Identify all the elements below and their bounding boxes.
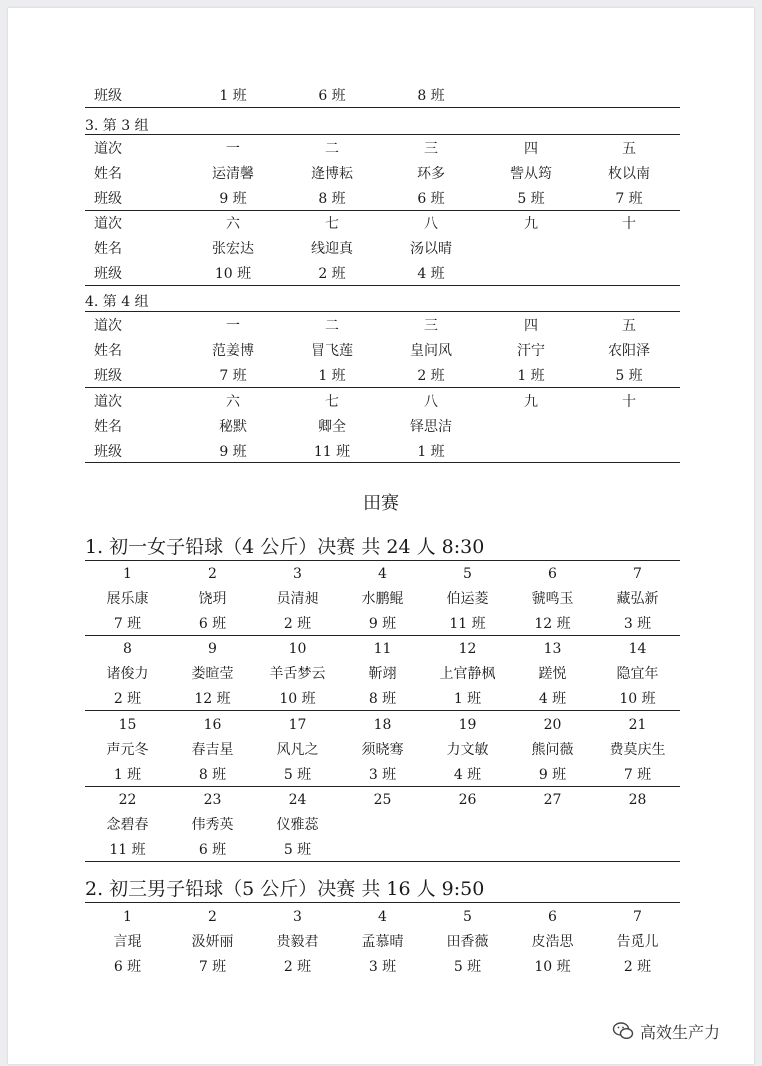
watermark <box>612 1018 720 1044</box>
group-title: 3. 第 3 组 <box>85 118 149 134</box>
grid-cell: 伯运菱 <box>446 591 489 607</box>
grid-cell: 6 班 <box>198 616 227 632</box>
table-cell: 秘默 <box>219 419 247 435</box>
grid-cell: 1 班 <box>453 691 482 707</box>
grid-cell: 25 <box>373 792 392 808</box>
grid-cell: 9 班 <box>538 767 567 783</box>
grid-cell: 员清昶 <box>276 591 319 607</box>
table-cell: 运清馨 <box>212 166 254 182</box>
table-cell: 2 班 <box>417 368 445 384</box>
grid-cell: 3 班 <box>368 767 397 783</box>
grid-cell: 10 <box>288 641 307 657</box>
grid-cell: 20 <box>543 717 562 733</box>
table-cell: 6 班 <box>318 88 346 104</box>
grid-cell: 声元冬 <box>106 742 149 758</box>
grid-cell: 力文敏 <box>446 742 489 758</box>
class-row <box>85 440 680 465</box>
grid-cell: 9 <box>208 641 217 657</box>
grid-cell: 11 <box>373 641 392 657</box>
grid-cell: 8 班 <box>368 691 397 707</box>
grid-cell: 12 <box>458 641 477 657</box>
grid-cell: 3 班 <box>623 616 652 632</box>
grid-cell: 24 <box>288 792 307 808</box>
grid-cell: 5 班 <box>453 959 482 975</box>
table-cell: 8 班 <box>417 88 445 104</box>
event-title: 1. 初一女子铅球（4 公斤）决赛 共 24 人 8:30 <box>85 536 485 558</box>
watermark-text: 高效生产力 <box>640 1022 721 1042</box>
grid-cell: 仪雅蕊 <box>276 817 319 833</box>
grid-cell: 隐宜年 <box>616 666 659 682</box>
row-label: 姓名 <box>94 241 122 257</box>
table-cell: 7 班 <box>615 191 643 207</box>
grid-cell: 5 <box>463 566 472 582</box>
grid-cell: 风凡之 <box>276 742 319 758</box>
wechat-icon <box>612 1021 634 1041</box>
grid-cell: 汲妍丽 <box>191 934 234 950</box>
table-cell: 七 <box>325 216 339 232</box>
grid-cell: 2 <box>208 909 217 925</box>
grid-cell: 展乐康 <box>106 591 149 607</box>
grid-cell: 14 <box>628 641 647 657</box>
group2-class-row <box>85 84 680 109</box>
row-label: 姓名 <box>94 419 122 435</box>
number-row <box>85 637 680 662</box>
grid-cell: 5 班 <box>283 842 312 858</box>
table-cell: 汗宁 <box>517 343 545 359</box>
table-cell: 2 班 <box>318 266 346 282</box>
table-cell: 线迎真 <box>311 241 353 257</box>
grid-cell: 6 <box>548 909 557 925</box>
name-row <box>85 662 680 687</box>
grid-cell: 4 <box>378 909 387 925</box>
table-cell: 9 班 <box>219 191 247 207</box>
table-cell: 三 <box>424 318 438 334</box>
grid-cell: 2 班 <box>283 616 312 632</box>
row-label: 姓名 <box>94 166 122 182</box>
grid-cell: 8 班 <box>198 767 227 783</box>
class-row <box>85 687 680 712</box>
table-cell: 一 <box>226 318 240 334</box>
name-row <box>85 930 680 955</box>
section-title: 田赛 <box>363 493 399 514</box>
row-label: 道次 <box>94 216 122 232</box>
grid-cell: 费莫庆生 <box>609 742 666 758</box>
grid-cell: 11 班 <box>109 842 146 858</box>
class-row <box>85 838 680 863</box>
grid-cell: 7 班 <box>113 616 142 632</box>
table-cell: 铎思洁 <box>410 419 452 435</box>
grid-cell: 5 班 <box>283 767 312 783</box>
divider-line <box>85 560 680 561</box>
table-cell: 二 <box>325 141 339 157</box>
grid-cell: 10 班 <box>279 691 316 707</box>
grid-cell: 上官静枫 <box>439 666 496 682</box>
grid-cell: 3 <box>293 909 302 925</box>
lane-row <box>85 137 680 162</box>
grid-cell: 熊问薇 <box>531 742 574 758</box>
grid-cell: 1 <box>123 909 132 925</box>
grid-cell: 2 <box>208 566 217 582</box>
table-cell: 二 <box>325 318 339 334</box>
table-cell: 5 班 <box>517 191 545 207</box>
row-label: 班级 <box>94 444 122 460</box>
grid-cell: 16 <box>203 717 222 733</box>
table-cell: 七 <box>325 394 339 410</box>
grid-cell: 19 <box>458 717 477 733</box>
name-row <box>85 415 680 440</box>
number-row <box>85 562 680 587</box>
grid-cell: 21 <box>628 717 647 733</box>
grid-cell: 23 <box>203 792 222 808</box>
table-cell: 1 班 <box>318 368 346 384</box>
lane-row <box>85 212 680 237</box>
name-row <box>85 813 680 838</box>
table-cell: 农阳泽 <box>608 343 650 359</box>
grid-cell: 诸俊力 <box>106 666 149 682</box>
row-label: 班级 <box>94 368 122 384</box>
grid-cell: 3 班 <box>368 959 397 975</box>
grid-cell: 7 班 <box>623 767 652 783</box>
grid-cell: 春吉星 <box>191 742 234 758</box>
grid-cell: 4 班 <box>538 691 567 707</box>
table-cell: 八 <box>424 394 438 410</box>
grid-cell: 伟秀英 <box>191 817 234 833</box>
table-cell: 11 班 <box>313 444 351 460</box>
class-row <box>85 955 680 980</box>
table-cell: 范姜博 <box>212 343 254 359</box>
class-row <box>85 612 680 637</box>
row-label: 道次 <box>94 318 122 334</box>
grid-cell: 告觅儿 <box>616 934 659 950</box>
row-label: 班级 <box>94 266 122 282</box>
name-row <box>85 339 680 364</box>
table-cell: 十 <box>622 216 636 232</box>
table-cell: 卿全 <box>318 419 346 435</box>
grid-cell: 5 <box>463 909 472 925</box>
table-cell: 1 班 <box>219 88 247 104</box>
grid-cell: 2 班 <box>113 691 142 707</box>
grid-cell: 6 <box>548 566 557 582</box>
class-row <box>85 262 680 287</box>
table-cell: 九 <box>524 216 538 232</box>
table-cell: 一 <box>226 141 240 157</box>
table-cell: 张宏达 <box>212 241 254 257</box>
grid-cell: 18 <box>373 717 392 733</box>
table-cell: 1 班 <box>417 444 445 460</box>
grid-cell: 虢鸣玉 <box>531 591 574 607</box>
grid-cell: 13 <box>543 641 562 657</box>
table-cell: 4 班 <box>417 266 445 282</box>
row-label: 道次 <box>94 141 122 157</box>
grid-cell: 6 班 <box>198 842 227 858</box>
table-cell: 5 班 <box>615 368 643 384</box>
table-cell: 八 <box>424 216 438 232</box>
row-label: 班级 <box>94 191 122 207</box>
grid-cell: 7 <box>633 566 642 582</box>
grid-cell: 7 <box>633 909 642 925</box>
table-cell: 6 班 <box>417 191 445 207</box>
row-label: 班级 <box>94 88 122 104</box>
table-cell: 10 班 <box>214 266 252 282</box>
grid-cell: 10 班 <box>619 691 656 707</box>
class-row <box>85 763 680 788</box>
table-cell: 四 <box>524 318 538 334</box>
table-cell: 8 班 <box>318 191 346 207</box>
grid-cell: 1 班 <box>113 767 142 783</box>
grid-cell: 孟慕晴 <box>361 934 404 950</box>
table-cell: 枚以南 <box>608 166 650 182</box>
grid-cell: 4 <box>378 566 387 582</box>
grid-cell: 27 <box>543 792 562 808</box>
grid-cell: 4 班 <box>453 767 482 783</box>
lane-row <box>85 314 680 339</box>
table-cell: 五 <box>622 141 636 157</box>
grid-cell: 1 <box>123 566 132 582</box>
table-cell: 7 班 <box>219 368 247 384</box>
table-cell: 訾从筠 <box>510 166 552 182</box>
divider-line <box>85 134 680 135</box>
name-row <box>85 162 680 187</box>
grid-cell: 皮浩思 <box>531 934 574 950</box>
table-cell: 逄博耘 <box>311 166 353 182</box>
grid-cell: 娄暄莹 <box>191 666 234 682</box>
grid-cell: 22 <box>118 792 137 808</box>
grid-cell: 12 班 <box>194 691 231 707</box>
grid-cell: 言琨 <box>113 934 142 950</box>
table-cell: 六 <box>226 394 240 410</box>
table-cell: 环多 <box>417 166 445 182</box>
lane-row <box>85 390 680 415</box>
grid-cell: 须晓骞 <box>361 742 404 758</box>
table-cell: 冒飞莲 <box>311 343 353 359</box>
grid-cell: 2 班 <box>623 959 652 975</box>
group-title: 4. 第 4 组 <box>85 294 149 310</box>
grid-cell: 7 班 <box>198 959 227 975</box>
grid-cell: 11 班 <box>449 616 486 632</box>
table-cell: 五 <box>622 318 636 334</box>
grid-cell: 28 <box>628 792 647 808</box>
table-cell: 十 <box>622 394 636 410</box>
grid-cell: 15 <box>118 717 137 733</box>
table-cell: 三 <box>424 141 438 157</box>
divider-line <box>85 311 680 312</box>
grid-cell: 贵毅君 <box>276 934 319 950</box>
table-cell: 九 <box>524 394 538 410</box>
name-row <box>85 237 680 262</box>
number-row <box>85 905 680 930</box>
grid-cell: 蹉悦 <box>538 666 567 682</box>
divider-line <box>85 902 680 903</box>
grid-cell: 田香薇 <box>446 934 489 950</box>
grid-cell: 靳翊 <box>368 666 397 682</box>
row-label: 姓名 <box>94 343 122 359</box>
grid-cell: 26 <box>458 792 477 808</box>
number-row <box>85 788 680 813</box>
grid-cell: 10 班 <box>534 959 571 975</box>
grid-cell: 12 班 <box>534 616 571 632</box>
event-title: 2. 初三男子铅球（5 公斤）决赛 共 16 人 9:50 <box>85 878 485 900</box>
number-row <box>85 713 680 738</box>
grid-cell: 3 <box>293 566 302 582</box>
table-cell: 皇问风 <box>410 343 452 359</box>
class-row <box>85 187 680 212</box>
name-row <box>85 738 680 763</box>
table-cell: 六 <box>226 216 240 232</box>
grid-cell: 6 班 <box>113 959 142 975</box>
grid-cell: 水鹏鲲 <box>361 591 404 607</box>
grid-cell: 藏弘新 <box>616 591 659 607</box>
row-label: 道次 <box>94 394 122 410</box>
grid-cell: 饶玥 <box>198 591 227 607</box>
class-row <box>85 364 680 389</box>
grid-cell: 羊舌梦云 <box>269 666 326 682</box>
grid-cell: 9 班 <box>368 616 397 632</box>
grid-cell: 念碧春 <box>106 817 149 833</box>
table-cell: 1 班 <box>517 368 545 384</box>
name-row <box>85 587 680 612</box>
table-cell: 汤以晴 <box>410 241 452 257</box>
grid-cell: 8 <box>123 641 132 657</box>
table-cell: 四 <box>524 141 538 157</box>
grid-cell: 2 班 <box>283 959 312 975</box>
grid-cell: 17 <box>288 717 307 733</box>
table-cell: 9 班 <box>219 444 247 460</box>
